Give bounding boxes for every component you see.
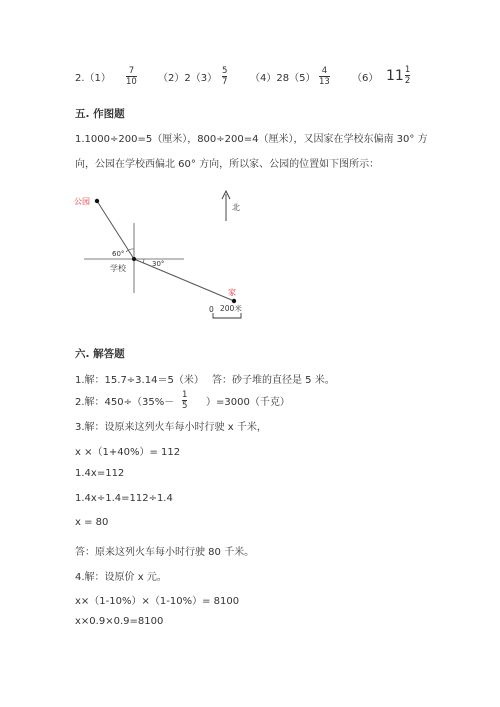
fraction-1-5 <box>182 390 187 411</box>
numerator: 1 <box>404 65 411 75</box>
scale-length: 200米 <box>220 304 242 313</box>
scale-bar <box>213 313 241 318</box>
home-line <box>134 259 234 301</box>
section5-title: 五. 作图题 <box>75 108 125 120</box>
school-point <box>132 257 136 261</box>
answer-3-line2: x ×（1+40%）= 112 <box>75 447 181 458</box>
fraction-4-13 <box>319 66 330 87</box>
numerator: 1 <box>182 390 188 400</box>
answer-3-line1: 3.解：设原来这列火车每小时行驶 x 千米， <box>75 422 267 433</box>
answer-3-line5: x = 80 <box>75 517 109 528</box>
answer-2-post: ）=3000（千克） <box>206 397 290 408</box>
section5-line1: 1.1000÷200=5（厘米），800÷200=4（厘米），又因家在学校东偏南 30° 方 <box>75 134 428 145</box>
home-point <box>232 299 236 303</box>
park-point <box>95 199 99 203</box>
q2-number: 2.（1） <box>75 73 111 84</box>
direction-diagram <box>70 185 260 325</box>
q2-part4: （4）28（5） <box>250 73 316 84</box>
answer-4-line3: x×0.9×0.9=8100 <box>75 616 164 627</box>
scale-zero: 0 <box>209 305 214 314</box>
angle-arc-left <box>126 249 134 252</box>
angle-30-label: 30° <box>152 260 165 268</box>
denominator: 10 <box>126 77 137 87</box>
mixed-whole: 11 <box>386 67 404 84</box>
answer-3-line3: 1.4x=112 <box>75 468 125 479</box>
answer-3-line6: 答：原来这列火车每小时行驶 80 千米。 <box>75 547 255 558</box>
denominator: 5 <box>182 401 188 411</box>
answer-4-line2: x×（1-10%）×（1-10%）= 8100 <box>75 596 240 607</box>
denominator: 7 <box>222 77 228 87</box>
mixed-fraction <box>405 65 410 86</box>
fraction-7-10 <box>126 66 137 87</box>
answer-2-pre: 2.解：450÷（35%－ <box>75 397 175 408</box>
section5-line2: 向，公园在学校西偏北 60° 方向，所以家、公园的位置如下图所示： <box>75 159 380 170</box>
park-label: 公园 <box>74 197 90 206</box>
mixed-number <box>386 65 410 86</box>
denominator: 2 <box>404 76 411 86</box>
q2-part2: （2）2（3） <box>158 73 218 84</box>
answer-4-line1: 4.解：设原价 x 元。 <box>75 572 167 583</box>
angle-60-label: 60° <box>112 250 125 258</box>
section6-title: 六. 解答题 <box>75 348 125 360</box>
school-label: 学校 <box>110 264 126 273</box>
north-label: 北 <box>232 203 240 212</box>
answer-3-line4: 1.4x÷1.4=112÷1.4 <box>75 493 173 504</box>
denominator: 13 <box>319 77 330 87</box>
home-label: 家 <box>228 288 236 297</box>
numerator: 4 <box>321 66 328 76</box>
numerator: 5 <box>222 66 228 76</box>
numerator: 7 <box>128 66 135 76</box>
fraction-5-7 <box>222 66 227 87</box>
q2-part6: （6） <box>352 73 379 84</box>
angle-arc-right <box>143 259 144 263</box>
answer-1: 1.解：15.7÷3.14＝5（米） 答：砂子堆的直径是 5 米。 <box>75 375 335 386</box>
